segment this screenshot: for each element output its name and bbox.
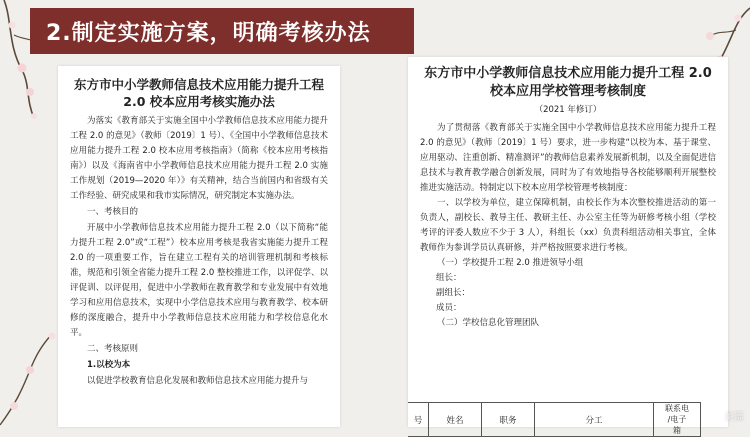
- right-heading-leadership: （一）学校提升工程 2.0 推进领导小组: [437, 258, 584, 268]
- left-heading-school-based: 1.以校为本: [87, 360, 131, 370]
- left-paragraph-purpose: 开展中小学教师信息技术应用能力提升工程 2.0（以下简称“能力提升工程 2.0”或“工程”）校本应用考核是我省实施能力提升工程 2.0 的一项重要工作，旨在建立工程有关的培训管理机制和考核标准，规范和引领全省能力提升工程 2.0 整校推进工作，以评促学、以评促训、以评促用，促进中小学教师在教育教学和专业发展中有效地学习和应用信息技术，实现中小学信息技术应用与教育教学、校本研修的深度融合，提升中小学教师信息技术应用能力和学校信息化水平。: [70, 223, 328, 338]
- left-document: [58, 66, 340, 427]
- right-document-subtitle: （2021 年修订）: [534, 105, 602, 115]
- team-table: [408, 402, 701, 437]
- watermark-logo-icon: [707, 345, 723, 361]
- watermark-text: 美篇: [724, 412, 744, 423]
- right-document-title: 东方市中小学教师信息技术应用能力提升工程 2.0 校本应用学校管理考核制度: [424, 66, 712, 99]
- member-leader: 组长：: [436, 273, 462, 283]
- table-header-duty: 分工: [535, 403, 654, 437]
- right-heading-team: （二）学校信息化管理团队: [437, 318, 540, 328]
- member-deputy: 副组长：: [436, 288, 471, 298]
- flower-branch-bottom-left: [0, 330, 60, 427]
- table-header-number: 号: [408, 403, 429, 437]
- left-paragraph-intro: 为落实《教育部关于实施全国中小学教师信息技术应用能力提升工程 2.0 的意见》（教师〔2019〕1 号）、《全国中小学教师信息技术应用能力提升工程 2.0 校本应用考核指南》（简称《校本应用考核指南》）以及《海南省中小学教师信息技术应用能力提升工程 2.0 实施工作规划（2019—2020 年）》有关精神，结合当前国内和省级有关工作经验、研究成果和我市实际情况，研究制定本实施办法。: [70, 116, 328, 201]
- left-paragraph-school-based: 以促进学校教育信息化发展和教师信息技术应用能力提升与: [87, 376, 309, 386]
- table-header-contact: 联系电 /电子 箱: [654, 403, 701, 437]
- table-row: [408, 403, 701, 437]
- right-paragraph-mechanism: 一、以学校为单位，建立保障机制，由校长作为本次整校推进活动的第一负责人，副校长、教导主任、教研主任、办公室主任等为研修考核小组（学校考评的评委人数应不少于 3 人），科组长（xx）负责科组活动相关事宜，全体教师作为参训学员认真研修，并严格按照要求进行考核。: [420, 198, 716, 253]
- left-heading-principles: 二、考核原则: [87, 344, 139, 354]
- right-document: [408, 57, 728, 435]
- right-paragraph-intro: 为了贯彻落《教育部关于实施全国中小学教师信息技术应用能力提升工程 2.0 的意见》（教师〔2019〕1 号）要求，进一步构建“以校为本、基于课堂、应用驱动、注重创新、精准测评”的教师信息素养发展新机制，以及全面促进信息技术与教育教学融合创新发展，同时为了有效地指导各校能够顺利开展整校推进实施活动。特制定以下校本应用学校管理考核制度：: [420, 123, 716, 193]
- table-header-position: 职务: [482, 403, 535, 437]
- slide-title: 2.制定实施方案，明确考核办法: [30, 8, 414, 54]
- member-members: 成员：: [436, 303, 462, 313]
- left-heading-purpose: 一、考核目的: [87, 207, 139, 217]
- left-document-title: 东方市中小学教师信息技术应用能力提升工程 2.0 校本应用考核实施办法: [73, 77, 324, 109]
- table-header-name: 姓名: [429, 403, 482, 437]
